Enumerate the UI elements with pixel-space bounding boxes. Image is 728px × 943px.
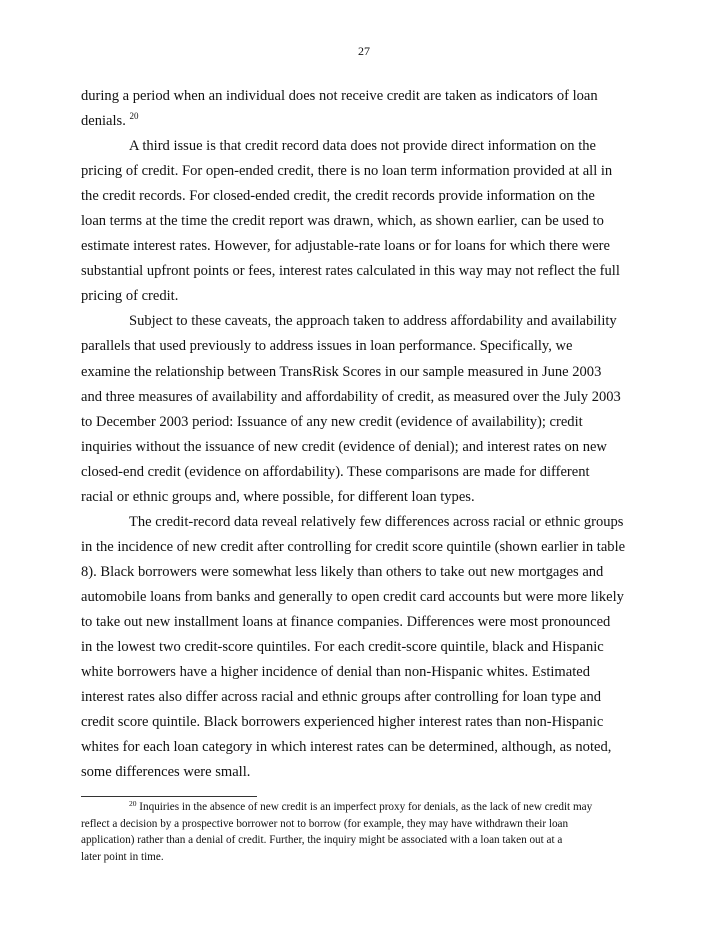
body-line: The credit-record data reveal relatively few differences across racial or ethnic groups	[129, 513, 624, 530]
footnote	[81, 799, 626, 865]
body-line: credit score quintile. Black borrowers experienced higher interest rates than non-Hispanic	[81, 714, 604, 731]
body-line: white borrowers have a higher incidence of denial than non-Hispanic whites. Estimated	[81, 664, 590, 681]
body-line: interest rates also differ across racial and ethnic groups after controlling for loan type and	[81, 689, 601, 706]
body-line: inquiries without the issuance of new credit (evidence of denial); and interest rates on new	[81, 438, 607, 455]
body-line: estimate interest rates. However, for adjustable-rate loans or for loans for which there were	[81, 238, 610, 255]
footnote-line: reflect a decision by a prospective borrower not to borrow (for example, they may have withdrawn their loan	[81, 817, 569, 830]
body-line: closed-end credit (evidence on affordability). These comparisons are made for different	[81, 463, 590, 480]
footnote-marker: 20	[129, 799, 137, 808]
footnote-line: later point in time.	[81, 850, 164, 863]
body-line: automobile loans from banks and generally to open credit card accounts but were more likely	[81, 588, 624, 605]
body-line: Subject to these caveats, the approach taken to address affordability and availability	[129, 313, 617, 330]
body-line: examine the relationship between TransRisk Scores in our sample measured in June 2003	[81, 363, 602, 380]
body-line: A third issue is that credit record data does not provide direct information on the	[129, 138, 596, 155]
page-number: 27	[358, 44, 370, 58]
body-line: in the lowest two credit-score quintiles. For each credit-score quintile, black and Hispanic	[81, 639, 604, 656]
body-line: in the incidence of new credit after controlling for credit score quintile (shown earlier in table	[81, 538, 626, 555]
body-text	[81, 84, 625, 785]
body-line: racial or ethnic groups and, where possible, for different loan types.	[81, 488, 475, 505]
body-line: to take out new installment loans at finance companies. Differences were most pronounced	[81, 613, 611, 630]
body-line: pricing of credit.	[81, 288, 179, 305]
body-line: loan terms at the time the credit report was drawn, which, as shown earlier, can be used to	[81, 213, 604, 230]
body-line: during a period when an individual does not receive credit are taken as indicators of loan	[81, 88, 598, 104]
body-line: denials. $^{20}$	[81, 111, 139, 130]
body-line: some differences were small.	[81, 764, 251, 781]
body-line: and three measures of availability and affordability of credit, as measured over the July 2003	[81, 388, 621, 405]
body-line: 8). Black borrowers were somewhat less likely than others to take out new mortgages and	[81, 563, 604, 580]
body-line: parallels that used previously to address issues in loan performance. Specifically, we	[81, 338, 573, 355]
footnote-line: application) rather than a denial of credit. Further, the inquiry might be associated with a loan taken out at a	[81, 834, 563, 847]
footnote-reference: 20	[129, 111, 139, 122]
body-line: substantial upfront points or fees, interest rates calculated in this way may not reflect the full	[81, 263, 620, 280]
body-line: the credit records. For closed-ended credit, the credit records provide information on the	[81, 188, 595, 205]
body-line: to December 2003 period: Issuance of any new credit (evidence of availability); credit	[81, 413, 583, 430]
body-line: whites for each loan category in which interest rates can be determined, although, as noted,	[81, 739, 612, 756]
footnote-line: $^{20}$ Inquiries in the absence of new credit is an imperfect proxy for denials, as the lack of new credit may	[129, 799, 593, 813]
body-line: pricing of credit. For open-ended credit, there is no loan term information provided at all in	[81, 163, 613, 180]
footnote-separator	[81, 796, 257, 797]
